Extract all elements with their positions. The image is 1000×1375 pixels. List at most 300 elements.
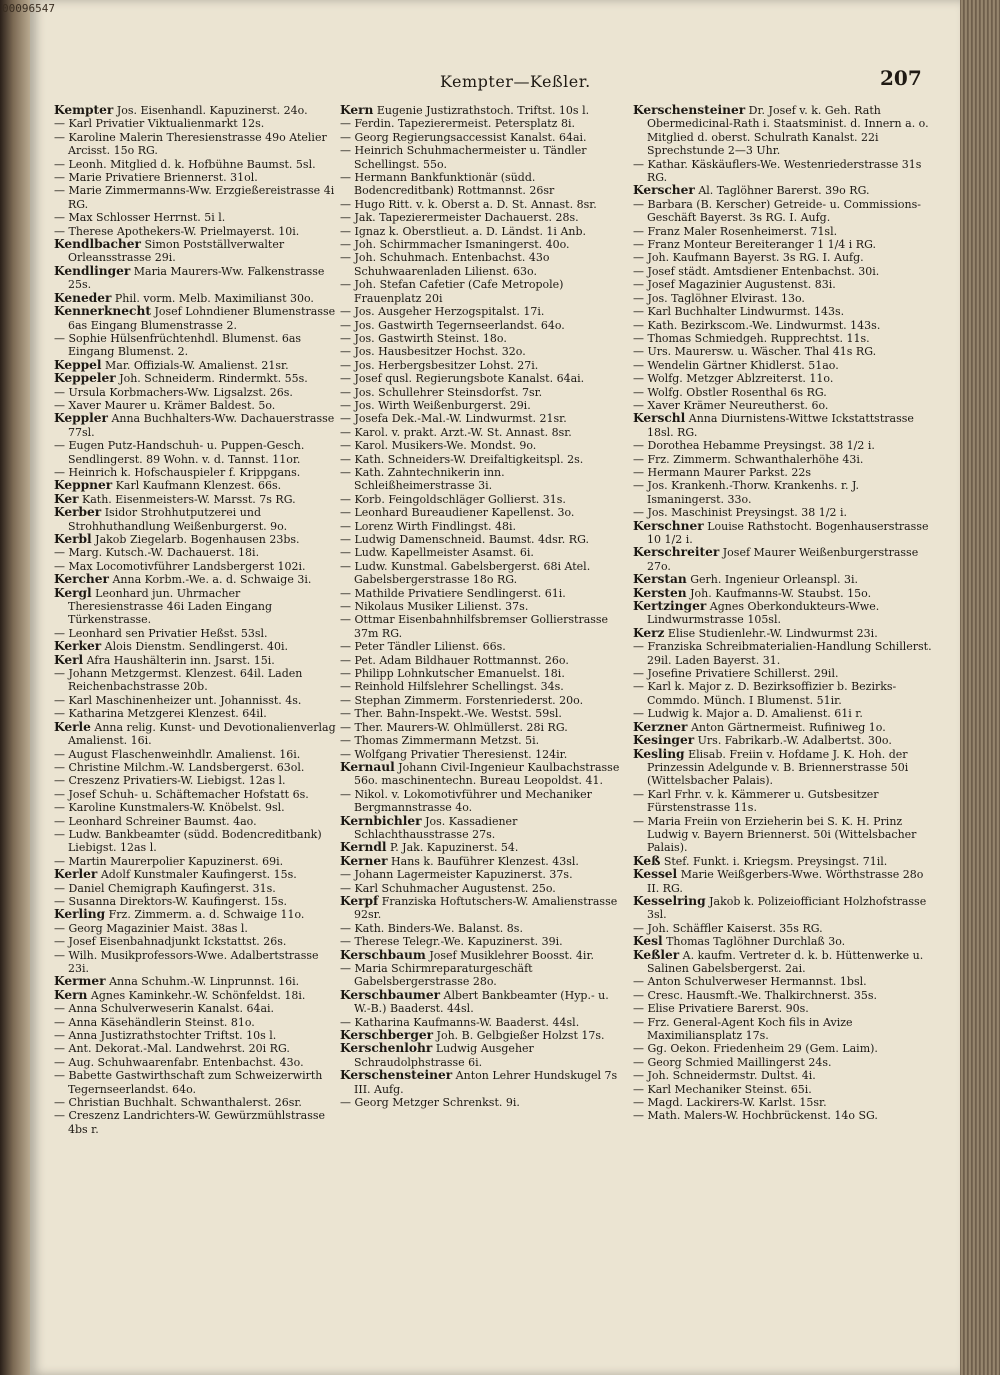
entry-text: — Therese Telegr.-We. Kapuzinerst. 39i. xyxy=(340,935,563,949)
entry-text: — Ferdin. Tapezierermeist. Petersplatz 8i. xyxy=(340,117,575,131)
entry-text: Franziska Hoftutschers-W. Amalienstrasse 92sr. xyxy=(354,894,618,922)
directory-entry xyxy=(54,1069,338,1096)
entry-surname: Kerschberger xyxy=(340,1028,434,1043)
directory-entry xyxy=(340,386,628,399)
directory-entry xyxy=(340,680,628,693)
directory-entry xyxy=(633,104,933,158)
directory-entry xyxy=(340,345,628,358)
directory-entry xyxy=(633,573,933,586)
entry-text: Marie Weißgerbers-Wwe. Wörthstrasse 28o II. RG. xyxy=(647,868,924,895)
directory-entry xyxy=(340,211,628,224)
entry-text: Isidor Strohhutputzerei und Strohhuthandlung Weißenburgerst. 9o. xyxy=(68,506,288,533)
entry-text: — Dorothea Hebamme Preysingst. 38 1/2 i. xyxy=(633,439,875,453)
entry-text: — Ther. Maurers-W. Ohlmüllerst. 28i RG. xyxy=(340,720,568,734)
directory-entry xyxy=(633,292,933,305)
entry-surname: Kesselring xyxy=(633,893,706,908)
entry-text: — Hermann Bankfunktionär (südd. Bodencreditbank) Rottmannst. 26sr xyxy=(340,171,555,198)
directory-entry xyxy=(340,466,628,493)
directory-entry xyxy=(54,225,338,238)
entry-text: — Karl k. Major z. D. Bezirksoffizier b. Bezirks-Commdo. Münch. I Blumenst. 51ir. xyxy=(633,680,897,707)
entry-surname: Kerschensteiner xyxy=(633,104,746,117)
entry-text: — Barbara (B. Kerscher) Getreide- u. Commissions-Geschäft Bayerst. 3s RG. I. Aufg. xyxy=(633,197,921,225)
entry-text: — Franz Monteur Bereiteranger 1 1/4 i RG. xyxy=(633,238,876,252)
entry-surname: Kernbichler xyxy=(340,813,422,828)
entry-text: — Mathilde Privatiere Sendlingerst. 61i. xyxy=(340,586,566,600)
entry-text: — Leonhard Schreiner Baumst. 4ao. xyxy=(54,814,257,828)
entry-surname: Kessel xyxy=(633,867,678,882)
entry-text: Adolf Kunstmaler Kaufingerst. 15s. xyxy=(100,868,297,882)
directory-entry xyxy=(633,386,933,399)
entry-text: — Leonh. Mitglied d. k. Hofbühne Baumst. 5sl. xyxy=(54,157,316,171)
directory-entry xyxy=(340,238,628,251)
directory-entry xyxy=(633,265,933,278)
entry-text: — Jos. Schullehrer Steinsdorfst. 7sr. xyxy=(340,385,543,399)
entry-text: Leonhard jun. Uhrmacher Theresienstrasse 46i Laden Eingang Türkenstrasse. xyxy=(68,586,272,627)
entry-surname: Kerscher xyxy=(633,183,695,198)
directory-entry xyxy=(54,238,338,265)
directory-entry xyxy=(633,895,933,922)
directory-entry xyxy=(340,144,628,171)
directory-entry xyxy=(340,453,628,466)
directory-entry xyxy=(54,412,338,439)
entry-text: Frz. Zimmerm. a. d. Schwaige 11o. xyxy=(108,908,305,922)
directory-entry xyxy=(340,104,628,117)
directory-entry xyxy=(54,533,338,546)
entry-text: — Anton Schulverweser Hermannst. 1bsl. xyxy=(633,975,867,989)
directory-entry xyxy=(633,466,933,479)
directory-entry xyxy=(633,1056,933,1069)
entry-text: — Karl Schuhmacher Augustenst. 25o. xyxy=(340,881,556,895)
entry-text: — Max Schlosser Herrnst. 5i l. xyxy=(54,211,226,225)
directory-entry xyxy=(54,573,338,586)
entry-surname: Kercher xyxy=(54,572,109,587)
directory-entry xyxy=(633,640,933,667)
directory-entry xyxy=(54,171,338,184)
entry-text: A. kaufm. Vertreter d. k. b. Hüttenwerke u. Salinen Gabelsbergerst. 2ai. xyxy=(647,948,924,975)
directory-entry xyxy=(54,748,338,761)
directory-entry xyxy=(633,707,933,720)
directory-entry xyxy=(54,761,338,774)
directory-entry xyxy=(54,627,338,640)
directory-entry xyxy=(54,372,338,385)
directory-entry xyxy=(340,935,628,948)
entry-text: Ludwig Ausgeher Schraudolphstrasse 6i. xyxy=(354,1042,534,1069)
entry-text: — Ther. Bahn-Inspekt.-We. Westst. 59sl. xyxy=(340,707,562,721)
running-head: Kempter—Keßler. xyxy=(440,72,591,91)
entry-text: — Aug. Schuhwaarenfabr. Entenbachst. 43o. xyxy=(54,1055,304,1069)
directory-entry xyxy=(633,1002,933,1015)
entry-text: Kath. Eisenmeisters-W. Marsst. 7s RG. xyxy=(82,492,296,506)
directory-entry xyxy=(633,546,933,573)
entry-text: — Ludwig Damenschneid. Baumst. 4dsr. RG. xyxy=(340,533,589,546)
directory-entry xyxy=(633,587,933,600)
directory-entry xyxy=(633,1042,933,1055)
directory-entry xyxy=(54,1109,338,1136)
entry-text: — Karl Mechaniker Steinst. 65i. xyxy=(633,1082,812,1096)
entry-text: — Karoline Malerin Theresienstrasse 49o Atelier Arcisst. 15o RG. xyxy=(54,130,327,158)
entry-text: — Leonhard Bureaudiener Kapellenst. 3o. xyxy=(340,506,575,520)
entry-surname: Kern xyxy=(54,987,88,1002)
entry-text: — Leonhard sen Privatier Heßst. 53sl. xyxy=(54,626,268,640)
directory-entry xyxy=(633,975,933,988)
directory-entry xyxy=(54,694,338,707)
entry-surname: Kendlbacher xyxy=(54,237,141,252)
directory-entry xyxy=(340,305,628,318)
entry-text: — Georg Schmied Maillingerst 24s. xyxy=(633,1055,832,1069)
entry-text: — Frz. Zimmerm. Schwanthalerhöhe 43i. xyxy=(633,452,864,466)
directory-entry xyxy=(54,1002,338,1015)
entry-text: — Joh. Schuhmach. Entenbachst. 43o Schuhwaarenladen Lilienst. 63o. xyxy=(340,251,550,278)
entry-surname: Kennerknecht xyxy=(54,304,151,319)
directory-entry xyxy=(340,332,628,345)
directory-entry xyxy=(54,1056,338,1069)
directory-entry xyxy=(340,1042,628,1069)
entry-text: — Lorenz Wirth Findlingst. 48i. xyxy=(340,519,516,533)
entry-surname: Kersten xyxy=(633,585,687,600)
directory-entry xyxy=(633,680,933,707)
page-edge xyxy=(960,0,1000,1375)
entry-text: — Ant. Dekorat.-Mal. Landwehrst. 20i RG. xyxy=(54,1042,290,1056)
directory-entry xyxy=(54,640,338,653)
entry-text: — Josef qusl. Regierungsbote Kanalst. 64ai. xyxy=(340,372,585,386)
entry-text: — Ludw. Bankbeamter (südd. Bodencreditbank) Liebigst. 12as l. xyxy=(54,827,322,855)
entry-text: — Pet. Adam Bildhauer Rottmannst. 26o. xyxy=(340,653,569,667)
directory-entry xyxy=(340,895,628,922)
directory-entry xyxy=(633,600,933,627)
directory-entry xyxy=(340,1016,628,1029)
directory-entry xyxy=(340,841,628,854)
directory-entry xyxy=(340,882,628,895)
entry-text: — Hermann Maurer Parkst. 22s xyxy=(633,465,812,479)
previous-page-gutter xyxy=(0,0,30,1375)
entry-surname: Kerker xyxy=(54,639,102,654)
directory-entry xyxy=(340,1096,628,1109)
entry-text: Mar. Offizials-W. Amalienst. 21sr. xyxy=(105,358,289,372)
entry-text: — Ludw. Kapellmeister Asamst. 6i. xyxy=(340,546,534,560)
entry-text: — Josef Magazinier Augustenst. 83i. xyxy=(633,278,836,292)
directory-entry xyxy=(340,1029,628,1042)
directory-entry xyxy=(340,667,628,680)
entry-text: Maria Maurers-Ww. Falkenstrasse 25s. xyxy=(68,264,325,292)
directory-entry xyxy=(54,386,338,399)
entry-text: Agnes Kaminkehr.-W. Schönfeldst. 18i. xyxy=(90,988,306,1002)
entry-text: Afra Haushälterin inn. Jsarst. 15i. xyxy=(86,653,275,667)
entry-text: Hans k. Bauführer Klenzest. 43sl. xyxy=(391,854,579,868)
entry-text: — Eugen Putz-Handschuh- u. Puppen-Gesch. Sendlingerst. 89 Wohn. v. d. Tannst. 11or. xyxy=(54,439,305,466)
entry-text: — Josef städt. Amtsdiener Entenbachst. 30i. xyxy=(633,264,880,278)
entry-text: — Jos. Gastwirth Steinst. 18o. xyxy=(340,331,507,345)
directory-entry xyxy=(340,359,628,372)
directory-entry xyxy=(633,989,933,1002)
entry-text: — Ignaz k. Oberstlieut. a. D. Ländst. 1i Anb. xyxy=(340,224,587,238)
entry-text: — Jak. Tapezierermeister Dachauerst. 28s. xyxy=(340,211,579,225)
entry-text: Alois Dienstm. Sendlingerst. 40i. xyxy=(104,640,288,654)
directory-entry xyxy=(340,640,628,653)
directory-entry xyxy=(54,935,338,948)
entry-surname: Keppner xyxy=(54,478,113,493)
directory-entry xyxy=(340,412,628,425)
entry-text: Joh. B. Gelbgießer Holzst 17s. xyxy=(436,1029,605,1043)
entry-surname: Kernaul xyxy=(340,759,395,774)
directory-entry xyxy=(633,345,933,358)
entry-text: — Franziska Schreibmaterialien-Handlung Schillerst. 29il. Laden Bayerst. 31. xyxy=(633,640,932,667)
entry-text: — Wilh. Musikprofessors-Wwe. Adalbertstrasse 23i. xyxy=(54,948,319,975)
entry-surname: Kerber xyxy=(54,505,102,520)
entry-surname: Ker xyxy=(54,491,79,506)
directory-entry xyxy=(54,1042,338,1055)
entry-text: Karl Kaufmann Klenzest. 66s. xyxy=(115,479,282,493)
directory-entry xyxy=(633,439,933,452)
directory-entry xyxy=(633,935,933,948)
directory-entry xyxy=(340,131,628,144)
entry-surname: Keppler xyxy=(54,411,108,426)
directory-entry xyxy=(340,251,628,278)
entry-text: — Reinhold Hilfslehrer Schellingst. 34s. xyxy=(340,680,564,694)
entry-text: Josef Maurer Weißenburgerstrasse 27o. xyxy=(647,546,919,573)
directory-entry xyxy=(340,439,628,452)
entry-surname: Kerz xyxy=(633,625,665,640)
entry-text: — Nikol. v. Lokomotivführer und Mechaniker Bergmannstrasse 4o. xyxy=(340,787,592,815)
directory-entry xyxy=(54,922,338,935)
entry-surname: Kerner xyxy=(340,853,388,868)
directory-entry xyxy=(54,359,338,372)
directory-entry xyxy=(340,761,628,788)
directory-entry xyxy=(340,694,628,707)
entry-text: Jakob Ziegelarb. Bogenhausen 23bs. xyxy=(95,533,300,546)
entry-text: — Marg. Kutsch.-W. Dachauerst. 18i. xyxy=(54,546,260,560)
directory-entry xyxy=(54,158,338,171)
entry-text: Anna Diurnistens-Wittwe Ickstattstrasse 18sl. RG. xyxy=(647,412,914,439)
directory-entry xyxy=(54,801,338,814)
directory-entry xyxy=(54,667,338,694)
directory-entry xyxy=(340,117,628,130)
directory-entry xyxy=(633,949,933,976)
directory-entry xyxy=(54,466,338,479)
entry-text: — Urs. Maurersw. u. Wäscher. Thal 41s RG. xyxy=(633,345,877,359)
entry-text: Joh. Schneiderm. Rindermkt. 55s. xyxy=(119,372,308,386)
entry-text: — Xaver Krämer Neureutherst. 6o. xyxy=(633,398,829,412)
entry-surname: Kermer xyxy=(54,974,106,989)
directory-entry xyxy=(54,828,338,855)
directory-entry xyxy=(340,319,628,332)
entry-text: — Katharina Kaufmanns-W. Baaderst. 44sl. xyxy=(340,1015,580,1029)
directory-entry xyxy=(633,855,933,868)
directory-entry xyxy=(633,251,933,264)
directory-entry xyxy=(633,748,933,788)
directory-entry xyxy=(54,788,338,801)
entry-text: — Joh. Schneidermstr. Dultst. 4i. xyxy=(633,1069,816,1083)
directory-entry xyxy=(340,707,628,720)
scan-id: 00096547 xyxy=(2,2,55,15)
entry-text: — Cresc. Hausmft.-We. Thalkirchnerst. 35s. xyxy=(633,988,878,1002)
entry-surname: Kerstan xyxy=(633,572,687,587)
entry-text: — Kath. Binders-We. Balanst. 8s. xyxy=(340,921,523,935)
entry-text: — Daniel Chemigraph Kaufingerst. 31s. xyxy=(54,881,276,895)
directory-entry xyxy=(633,506,933,519)
entry-text: — Heinrich Schuhmachermeister u. Tändler Schellingst. 55o. xyxy=(340,144,587,171)
entry-text: — August Flaschenweinhdlr. Amalienst. 16i. xyxy=(54,747,301,761)
entry-text: — Karl Privatier Viktualienmarkt 12s. xyxy=(54,117,265,131)
entry-text: — Anna Justizrathstochter Triftst. 10s l. xyxy=(54,1029,277,1043)
entry-text: — Elise Privatiere Barerst. 90s. xyxy=(633,1002,809,1016)
directory-entry xyxy=(54,707,338,720)
directory-entry xyxy=(340,533,628,546)
entry-text: — Georg Magazinier Maist. 38as l. xyxy=(54,921,248,935)
entry-text: — Korb. Feingoldschläger Gollierst. 31s. xyxy=(340,492,566,506)
entry-text: Anna Buchhalters-Ww. Dachauerstrasse 77sl. xyxy=(68,412,335,439)
directory-entry xyxy=(54,654,338,667)
directory-entry xyxy=(633,198,933,225)
entry-surname: Keppel xyxy=(54,357,102,372)
entry-text: — Johann Metzgermst. Klenzest. 64il. Laden Reichenbachstrasse 20b. xyxy=(54,667,303,694)
directory-entry xyxy=(54,506,338,533)
entry-text: Eugenie Justizrathstoch. Triftst. 10s l. xyxy=(376,104,590,117)
entry-text: — Xaver Maurer u. Krämer Baldest. 5o. xyxy=(54,398,276,412)
directory-entry xyxy=(340,748,628,761)
directory-entry xyxy=(54,908,338,921)
directory-entry xyxy=(54,305,338,332)
directory-entry xyxy=(340,1069,628,1096)
entry-surname: Kesl xyxy=(633,934,663,949)
directory-entry xyxy=(54,895,338,908)
directory-entry xyxy=(633,278,933,291)
entry-surname: Kertzinger xyxy=(633,599,707,614)
entry-text: Anton Lehrer Hundskugel 7s III. Aufg. xyxy=(354,1069,618,1096)
entry-surname: Kerschbaumer xyxy=(340,987,440,1002)
entry-text: — Christian Buchhalt. Schwanthalerst. 26sr. xyxy=(54,1096,302,1110)
directory-entry xyxy=(633,788,933,815)
directory-entry xyxy=(633,627,933,640)
directory-entry xyxy=(54,546,338,559)
directory-entry xyxy=(633,158,933,185)
entry-text: — Stephan Zimmerm. Forstenriederst. 20o. xyxy=(340,693,584,707)
directory-entry xyxy=(54,439,338,466)
entry-text: Jakob k. Polizeiofficiant Holzhofstrasse 3sl. xyxy=(647,894,927,922)
entry-text: — Kath. Zahntechnikerin inn. Schleißheimerstrasse 3i. xyxy=(340,465,505,493)
entry-text: Al. Taglöhner Barerst. 39o RG. xyxy=(698,184,870,198)
directory-entry xyxy=(340,855,628,868)
directory-entry xyxy=(633,520,933,547)
entry-surname: Kerle xyxy=(54,719,91,734)
entry-text: — Kathar. Käskäuflers-We. Westenriederstrasse 31s RG. xyxy=(633,157,922,185)
directory-entry xyxy=(633,922,933,935)
entry-surname: Kerpf xyxy=(340,893,379,908)
entry-text: — Babette Gastwirthschaft zum Schweizerwirth Tegernseerlandst. 64o. xyxy=(54,1069,323,1096)
entry-text: Phil. vorm. Melb. Maximilianst 30o. xyxy=(114,291,314,305)
directory-entry xyxy=(633,225,933,238)
entry-text: — Anna Schulverweserin Kanalst. 64ai. xyxy=(54,1002,275,1016)
directory-entry xyxy=(54,265,338,292)
entry-surname: Keneder xyxy=(54,290,112,305)
entry-surname: Kerschreiter xyxy=(633,545,720,560)
entry-text: — Jos. Wirth Weißenburgerst. 29i. xyxy=(340,398,531,412)
directory-entry xyxy=(54,774,338,787)
directory-entry xyxy=(340,600,628,613)
directory-entry xyxy=(633,332,933,345)
directory-entry xyxy=(340,721,628,734)
directory-entry xyxy=(633,1109,933,1122)
entry-surname: Keppeler xyxy=(54,371,116,386)
entry-text: Anna Korbm.-We. a. d. Schwaige 3i. xyxy=(112,573,312,587)
directory-entry xyxy=(54,721,338,748)
directory-entry xyxy=(54,989,338,1002)
directory-entry xyxy=(54,332,338,359)
entry-text: Jos. Eisenhandl. Kapuzinerst. 24o. xyxy=(116,104,308,117)
directory-entry xyxy=(340,493,628,506)
entry-surname: Kerschensteiner xyxy=(340,1068,453,1083)
entry-text: — Nikolaus Musiker Lilienst. 37s. xyxy=(340,600,529,614)
entry-text: — Susanna Direktors-W. Kaufingerst. 15s. xyxy=(54,894,288,908)
entry-text: — Magd. Lackirers-W. Karlst. 15sr. xyxy=(633,1096,827,1110)
directory-entry xyxy=(633,1096,933,1109)
directory-entry xyxy=(633,479,933,506)
directory-entry xyxy=(340,399,628,412)
entry-text: Anton Gärtnermeist. Rufiniweg 1o. xyxy=(690,720,886,734)
directory-entry xyxy=(54,292,338,305)
directory-entry xyxy=(633,667,933,680)
entry-text: — Kath. Schneiders-W. Dreifaltigkeitspl. 2s. xyxy=(340,452,584,466)
directory-entry xyxy=(340,372,628,385)
directory-entry xyxy=(633,399,933,412)
entry-surname: Kern xyxy=(340,104,374,117)
entry-surname: Kerler xyxy=(54,867,98,882)
directory-entry xyxy=(340,989,628,1016)
directory-entry xyxy=(340,613,628,640)
entry-text: Thomas Taglöhner Durchlaß 3o. xyxy=(666,935,846,949)
entry-text: — Wolfg. Metzger Ablzreiterst. 11o. xyxy=(633,372,834,386)
entry-text: — Heinrich k. Hofschauspieler f. Krippgans. xyxy=(54,465,301,479)
directory-entry xyxy=(633,868,933,895)
directory-entry xyxy=(633,1083,933,1096)
entry-text: Anna Schuhm.-W. Linprunnst. 16i. xyxy=(109,975,300,989)
entry-surname: Kempter xyxy=(54,104,114,117)
entry-text: — Josef Schuh- u. Schäftemacher Hofstatt 6s. xyxy=(54,787,309,801)
entry-text: — Ottmar Eisenbahnhilfsbremser Gollierstrasse 37m RG. xyxy=(340,613,609,640)
entry-text: Urs. Fabrikarb.-W. Adalbertst. 30o. xyxy=(697,734,892,748)
entry-text: — Katharina Metzgerei Klenzest. 64il. xyxy=(54,707,267,721)
directory-entry xyxy=(340,506,628,519)
entry-text: — Thomas Zimmermann Metzst. 5i. xyxy=(340,734,540,748)
entry-text: Agnes Oberkondukteurs-Wwe. Lindwurmstrasse 105sl. xyxy=(647,600,880,627)
directory-entry xyxy=(633,412,933,439)
entry-text: — Jos. Hausbesitzer Hochst. 32o. xyxy=(340,345,526,359)
entry-text: — Georg Metzger Schrenkst. 9i. xyxy=(340,1096,520,1110)
directory-entry xyxy=(54,949,338,976)
entry-text: — Jos. Herbergsbesitzer Lohst. 27i. xyxy=(340,358,539,372)
directory-entry xyxy=(340,654,628,667)
directory-column-2 xyxy=(340,104,628,1344)
entry-surname: Kerschenlohr xyxy=(340,1041,433,1056)
entry-text: — Jos. Ausgeher Herzogspitalst. 17i. xyxy=(340,305,545,319)
entry-text: — Kath. Bezirkscom.-We. Lindwurmst. 143s. xyxy=(633,318,881,332)
directory-entry xyxy=(340,546,628,559)
entry-text: — Marie Privatiere Briennerst. 31ol. xyxy=(54,171,258,185)
entry-surname: Kesinger xyxy=(633,733,695,748)
entry-surname: Kerschl xyxy=(633,411,686,426)
entry-text: — Max Locomotivführer Landsbergerst 102i. xyxy=(54,559,306,573)
entry-text: Joh. Kaufmanns-W. Staubst. 15o. xyxy=(690,586,872,600)
directory-entry xyxy=(633,734,933,747)
entry-text: Elisab. Freiin v. Hofdame J. K. Hoh. der Prinzessin Adelgunde v. B. Briennerstrasse 50i (Wittelsbacher Palais). xyxy=(647,747,909,788)
entry-surname: Kendlinger xyxy=(54,263,131,278)
entry-text: — Josef Eisenbahnadjunkt Ickstattst. 26s. xyxy=(54,935,287,949)
directory-entry xyxy=(54,1096,338,1109)
entry-text: — Maria Schirmreparaturgeschäft Gabelsbergerstrasse 28o. xyxy=(340,962,533,989)
directory-entry xyxy=(340,225,628,238)
entry-text: Stef. Funkt. i. Kriegsm. Preysingst. 71il. xyxy=(663,854,888,868)
entry-text: — Sophie Hülsenfrüchtenhdl. Blumenst. 6as Eingang Blumenst. 2. xyxy=(54,331,302,359)
directory-entry xyxy=(54,211,338,224)
